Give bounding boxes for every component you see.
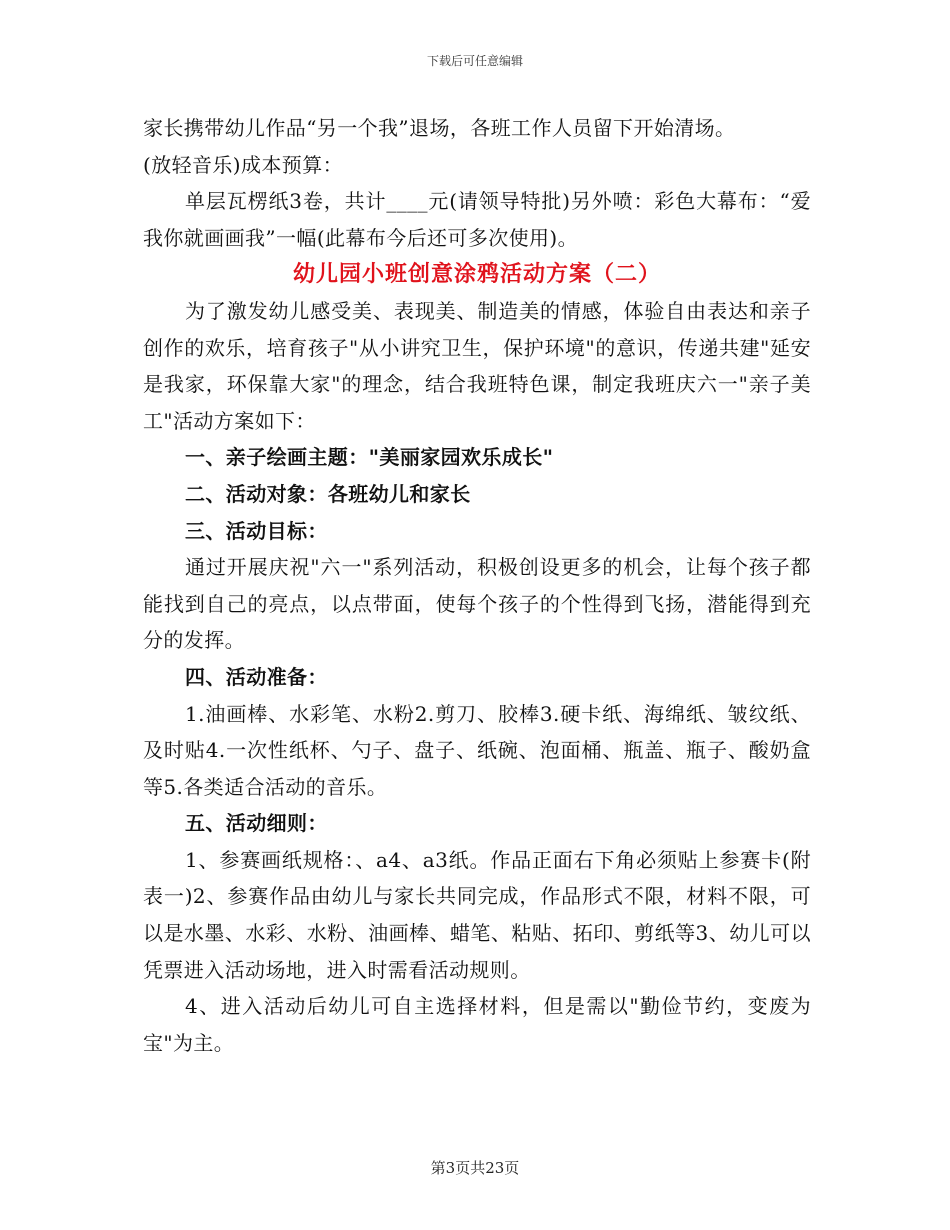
paragraph-rules: 1、参赛画纸规格：、a4、a3纸。作品正面右下角必须贴上参赛卡(附表一)2、参赛作品由幼儿与家长共同完成，作品形式不限，材料不限，可以是水墨、水彩、水粉、油画棒、蜡笔、粘贴、拓印、剪纸等3、幼儿可以凭票进入活动场地，进入时需看活动规则。: [143, 847, 811, 982]
heading-target: 二、活动对象：各班幼儿和家长: [185, 481, 471, 506]
page-header: 下载后可任意编辑: [426, 54, 523, 68]
section-title: 幼儿园小班创意涂鸦活动方案（二）: [292, 261, 661, 288]
paragraph-goals: 通过开展庆祝"六一"系列活动，积极创设更多的机会，让每个孩子都能找到自己的亮点，以点带面，使每个孩子的个性得到飞扬，潜能得到充分的发挥。: [143, 555, 811, 653]
paragraph-budget-label: (放轻音乐)成本预算：: [143, 152, 344, 177]
paragraph-closing: 家长携带幼儿作品“另一个我”退场，各班工作人员留下开始清场。: [143, 116, 736, 140]
paragraph-intro: 为了激发幼儿感受美、表现美、制造美的情感，体验自由表达和亲子创作的欢乐，培育孩子"从小讲究卫生，保护环境"的意识，传递共建"延安是我家，环保靠大家"的理念，结合我班特色课，制定我班庆六一"亲子美工"活动方案如下：: [143, 298, 811, 433]
document-body: [143, 110, 811, 1061]
heading-preparation: 四、活动准备：: [185, 664, 328, 689]
paragraph-rules-4: 4、进入活动后幼儿可自主选择材料，但是需以"勤俭节约，变废为宝"为主。: [143, 994, 811, 1055]
page-footer: 第3页共23页: [430, 1159, 520, 1177]
heading-rules: 五、活动细则：: [185, 811, 328, 836]
heading-theme: 一、亲子绘画主题："美丽家园欢乐成长": [185, 445, 554, 470]
paragraph-budget-detail: 单层瓦楞纸3卷，共计____元(请领导特批)另外喷：彩色大幕布：“爱我你就画画我”一幅(此幕布今后还可多次使用)。: [143, 189, 811, 250]
heading-goals: 三、活动目标：: [185, 518, 328, 543]
paragraph-preparation: 1.油画棒、水彩笔、水粉2.剪刀、胶棒3.硬卡纸、海绵纸、皱纹纸、及时贴4.一次性纸杯、勺子、盘子、纸碗、泡面桶、瓶盖、瓶子、酸奶盒等5.各类适合活动的音乐。: [143, 701, 811, 799]
